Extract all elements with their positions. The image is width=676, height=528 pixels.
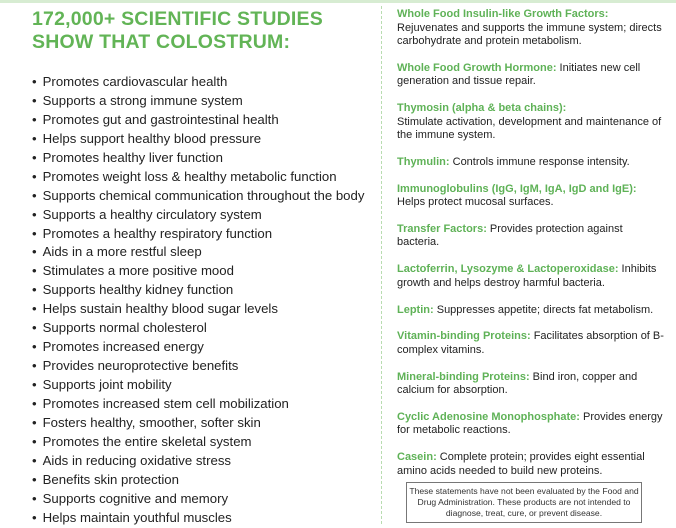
component-description: Facilitates absorption of B-complex vitamins.: [397, 330, 664, 356]
component-description: Provides energy for metabolic reactions.: [397, 410, 663, 437]
benefit-item: • Aids in a more restful sleep: [32, 242, 377, 261]
benefit-item: • Aids in reducing oxidative stress: [32, 451, 377, 470]
benefit-item: • Supports cognitive and memory: [32, 489, 377, 508]
benefit-item: • Promotes weight loss & healthy metabolic function: [32, 167, 377, 186]
column-divider: [381, 6, 382, 524]
benefit-item: • Supports healthy kidney function: [32, 280, 377, 299]
benefit-item: • Promotes increased energy: [32, 337, 377, 356]
component-entry: [397, 156, 667, 170]
benefit-item: • Promotes the entire skeletal system: [32, 432, 377, 451]
benefits-section: [32, 8, 377, 527]
component-entry: [397, 183, 667, 210]
benefit-item: • Promotes gut and gastrointestinal health: [32, 110, 377, 129]
headline-line-1: 172,000+ SCIENTIFIC STUDIES: [32, 8, 323, 30]
benefits-list: [32, 72, 377, 527]
benefit-item: • Supports chemical communication throughout the body: [32, 186, 377, 205]
component-label: Mineral-binding Proteins:: [397, 370, 530, 383]
component-entry: [397, 263, 667, 290]
component-entry: [397, 330, 667, 357]
benefit-item: • Supports joint mobility: [32, 375, 377, 394]
component-description: Suppresses appetite; directs fat metabolism.: [433, 303, 654, 316]
component-label: Leptin:: [397, 303, 434, 316]
component-label: Whole Food Growth Hormone:: [397, 61, 557, 74]
benefit-item: • Helps maintain youthful muscles: [32, 508, 377, 527]
component-description: Inhibits growth and helps destroy harmful bacteria.: [397, 263, 657, 289]
component-description: Provides protection against bacteria.: [397, 222, 623, 249]
components-list: [397, 8, 667, 492]
benefit-item: • Supports normal cholesterol: [32, 318, 377, 337]
component-entry: [397, 102, 667, 143]
component-label: Whole Food Insulin-like Growth Factors:: [397, 8, 609, 20]
component-entry: [397, 371, 667, 398]
benefit-item: • Helps sustain healthy blood sugar levels: [32, 299, 377, 318]
component-entry: [397, 62, 667, 89]
fda-disclaimer: These statements have not been evaluated by the Food and Drug Administration. These products are not intended to diagnose, treat, cure, or prevent disease.: [406, 482, 642, 523]
component-description: Helps protect mucosal surfaces.: [397, 196, 554, 209]
component-description: Controls immune response intensity.: [449, 155, 630, 168]
component-label: Lactoferrin, Lysozyme & Lactoperoxidase:: [397, 263, 619, 276]
component-description: Initiates new cell generation and tissue repair.: [397, 61, 641, 88]
component-label: Thymulin:: [397, 155, 450, 168]
component-description: Bind iron, copper and calcium for absorption.: [397, 370, 638, 397]
benefit-item: • Promotes cardiovascular health: [32, 72, 377, 91]
component-description: Stimulate activation, development and maintenance of the immune system.: [397, 115, 662, 142]
component-entry: [397, 451, 667, 478]
benefit-item: • Helps support healthy blood pressure: [32, 129, 377, 148]
component-entry: [397, 411, 667, 438]
component-description: Rejuvenates and supports the immune system; directs carbohydrate and protein metabolism.: [397, 21, 662, 47]
benefit-item: • Promotes a healthy respiratory function: [32, 224, 377, 243]
benefit-item: • Benefits skin protection: [32, 470, 377, 489]
top-accent-bar: [0, 0, 676, 3]
benefit-item: • Supports a strong immune system: [32, 91, 377, 110]
benefit-item: • Stimulates a more positive mood: [32, 261, 377, 280]
headline-line-2: SHOW THAT COLOSTRUM:: [32, 31, 291, 53]
component-label: Cyclic Adenosine Monophosphate:: [397, 410, 580, 423]
benefit-item: • Promotes increased stem cell mobilization: [32, 394, 377, 413]
benefit-item: • Provides neuroprotective benefits: [32, 356, 377, 375]
headline: [32, 8, 377, 54]
component-entry: [397, 304, 667, 318]
benefit-item: • Fosters healthy, smoother, softer skin: [32, 413, 377, 432]
component-entry: [397, 8, 667, 49]
benefit-item: • Promotes healthy liver function: [32, 148, 377, 167]
component-label: Thymosin (alpha & beta chains):: [397, 102, 567, 115]
component-label: Casein:: [397, 451, 437, 464]
component-label: Immunoglobulins (IgG, IgM, IgA, IgD and IgE):: [397, 182, 637, 195]
component-label: Transfer Factors:: [397, 222, 487, 235]
component-label: Vitamin-binding Proteins:: [397, 330, 531, 343]
component-entry: [397, 223, 667, 250]
component-description: Complete protein; provides eight essential amino acids needed to build new proteins.: [397, 451, 645, 477]
benefit-item: • Supports a healthy circulatory system: [32, 205, 377, 224]
